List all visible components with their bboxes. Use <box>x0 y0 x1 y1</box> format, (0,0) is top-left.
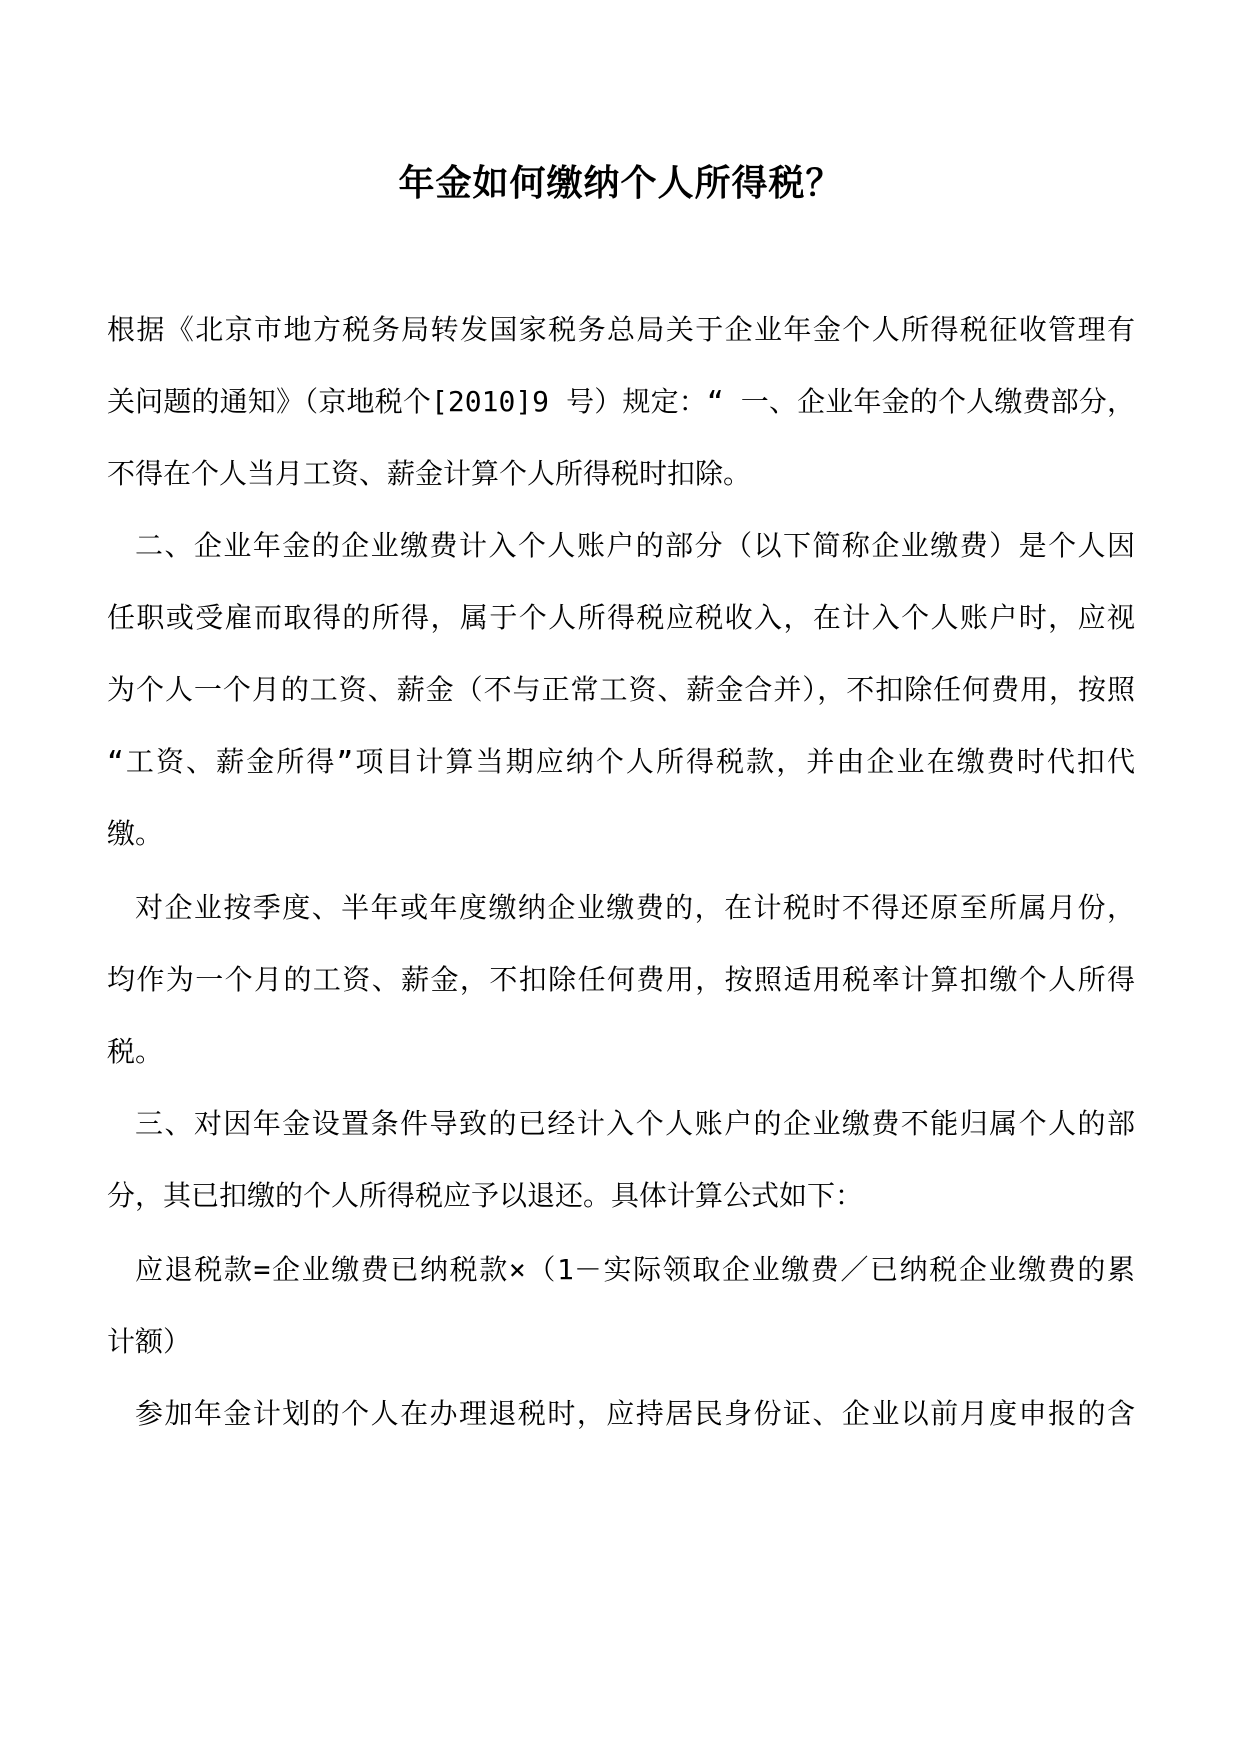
paragraph-line: 均作为一个月的工资、薪金，不扣除任何费用，按照适用税率计算扣缴个人所得 <box>107 963 1135 996</box>
formula-line: 应退税款=企业缴费已纳税款×（1－实际领取企业缴费／已纳税企业缴费的累 <box>135 1253 1135 1286</box>
paragraph-line: 对企业按季度、半年或年度缴纳企业缴费的，在计税时不得还原至所属月份， <box>135 891 1135 924</box>
paragraph-line: 二、企业年金的企业缴费计入个人账户的部分（以下简称企业缴费）是个人因 <box>135 529 1135 562</box>
paragraph-line: 关问题的通知》（京地税个[2010]9 号）规定：“ 一、企业年金的个人缴费部分， <box>107 385 1135 418</box>
paragraph-line: 税。 <box>107 1035 164 1068</box>
formula-line: 计额） <box>107 1325 192 1358</box>
paragraph-line: 缴。 <box>107 817 164 850</box>
paragraph-line: 不得在个人当月工资、薪金计算个人所得税时扣除。 <box>107 457 752 490</box>
paragraph-line: 三、对因年金设置条件导致的已经计入个人账户的企业缴费不能归属个人的部 <box>135 1107 1135 1140</box>
paragraph-line: 根据《北京市地方税务局转发国家税务总局关于企业年金个人所得税征收管理有 <box>107 313 1135 346</box>
paragraph-line: 参加年金计划的个人在办理退税时，应持居民身份证、企业以前月度申报的含 <box>135 1397 1135 1430</box>
paragraph-line: 任职或受雇而取得的所得，属于个人所得税应税收入，在计入个人账户时，应视 <box>107 601 1135 634</box>
paragraph-line: “工资、薪金所得”项目计算当期应纳个人所得税款，并由企业在缴费时代扣代 <box>107 745 1135 778</box>
document-title: 年金如何缴纳个人所得税？ <box>398 163 843 204</box>
paragraph-line: 为个人一个月的工资、薪金（不与正常工资、薪金合并），不扣除任何费用，按照 <box>107 673 1135 706</box>
paragraph-line: 分，其已扣缴的个人所得税应予以退还。具体计算公式如下： <box>107 1179 864 1212</box>
